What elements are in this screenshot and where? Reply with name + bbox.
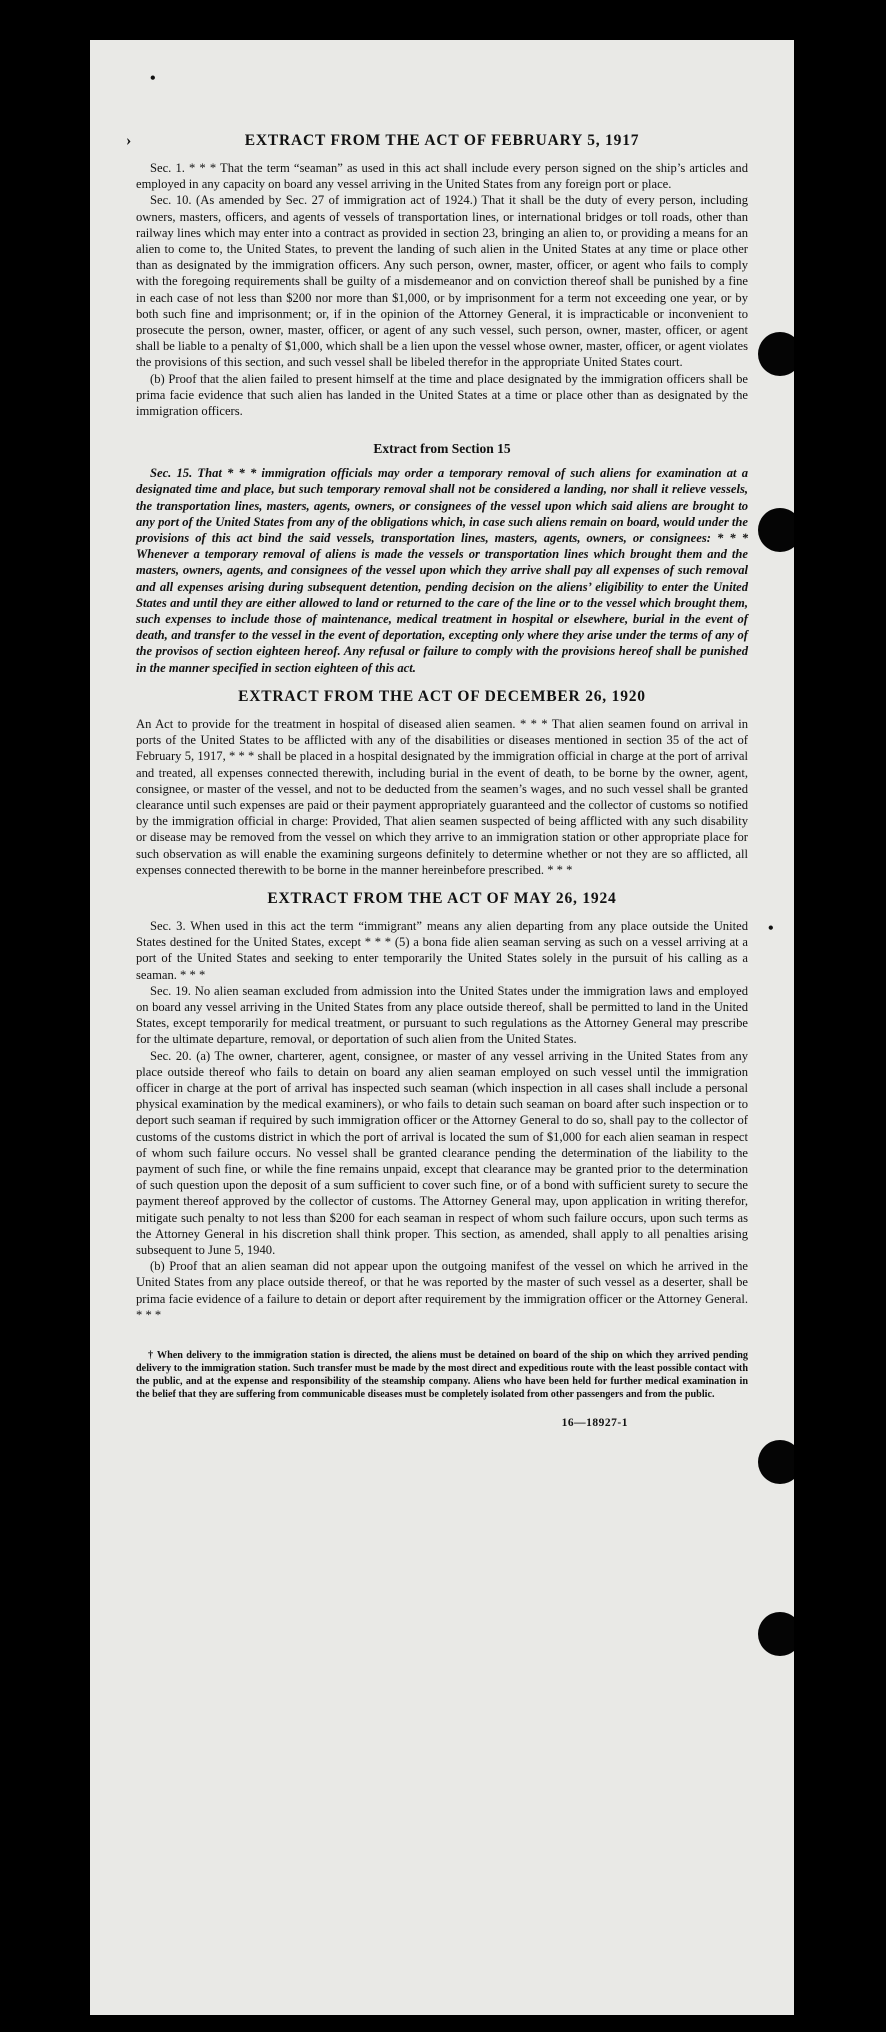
statute-paragraph: (b) Proof that an alien seaman did not appear upon the outgoing manifest of the vessel on which he arrived in the United States from any place outside thereof, or that he was reported by the master of such vessel as a deserter, shall be prima facie evidence of a failure to detain or deport after requirement by the immigration officer or the Attorney General. * * * — [136, 1259, 748, 1322]
footnote: † When delivery to the immigration station is directed, the aliens must be detained on board of the ship on which they arrived pending delivery to the immigration station. Such transfer must be made by the most direct and expeditious route with the least possible contact with the public, and at the expense and responsibility of the steamship company. Aliens who have been held for further medical examination in the belief that they are suffering from communicable diseases must be completely isolated from other passengers and from the public. — [136, 1350, 748, 1400]
statute-paragraph: An Act to provide for the treatment in hospital of diseased alien seamen. * * * That alien seamen found on arrival in ports of the United States to be afflicted with any of the disabilities or diseases mentioned in section 35 of the act of February 5, 1917, * * * shall be placed in a hospital designated by the immigration official in charge at the port of arrival and treated, all expenses connected therewith, including burial in the event of death, to be borne by the owner, agent, consignee, or master of the vessel, and not to be deducted from the seamen’s wages, and no such vessel shall be granted clearance until such expenses are paid or their payment appropriately guaranteed and the collector of customs so notified by the immigration official in charge: Provided, That alien seamen suspected of being afflicted with any such disability or disease may be removed from the vessel on which they arrive to an immigration station or other appropriate place for such observation as will enable the examining surgeons definitely to determine whether or not they are so afflicted, all expenses connected therewith to be borne in the manner hereinbefore prescribed. * * * — [136, 716, 748, 877]
punch-hole — [758, 508, 794, 552]
punch-hole — [758, 1612, 794, 1656]
section-heading: EXTRACT FROM THE ACT OF MAY 26, 1924 — [267, 889, 617, 907]
section-spacer — [136, 676, 748, 688]
statute-paragraph: Sec. 20. (a) The owner, charterer, agent, consignee, or master of any vessel arriving in the United States from any place outside thereof who fails to detain on board any alien seaman employed on such vessel until the immigration officer in charge at the port of arrival has inspected such seaman (which inspection in all cases shall include a personal physical examination by the medical examiners), or who fails to detain such seaman on board after such inspection or to deport such seaman if required by such immigration officer or the Attorney General to do so, shall pay to the collector of customs of the customs district in which the port of arrival is located the sum of $1,000 for each alien seaman in respect of whom such failure occurs. No vessel shall be granted clearance pending the determination of the liability to the payment of such fine, or while the fine remains unpaid, except that clearance may be granted prior to the determination of such question upon the deposit of a sum sufficient to cover such fine, or of a bond with sufficient surety to secure the payment thereof approved by the collector of customs. The Attorney General may, upon application in writing therefor, mitigate such penalty to not less than $200 for each seaman in respect of whom such failure occurs, upon such terms as the Attorney General in his discretion shall think proper. This section, as amended, shall apply to all penalties arising subsequent to June 5, 1940. — [136, 1048, 748, 1257]
punch-hole — [758, 1440, 794, 1484]
form-number: 16—18927-1 — [561, 1417, 628, 1429]
statute-paragraph: Sec. 1. * * * That the term “seaman” as used in this act shall include every person signed on the ship’s articles and employed in any capacity on board any vessel arriving in the United States from any foreign port or place. — [136, 161, 748, 192]
document-body — [136, 132, 748, 1429]
section-subheading: Extract from Section 15 — [373, 441, 511, 457]
section-spacer — [136, 419, 748, 431]
margin-mark: • — [150, 70, 156, 87]
statute-paragraph: Sec. 3. When used in this act the term “immigrant” means any alien departing from any place outside the United States destined for the United States, except * * * (5) a bona fide alien seaman serving as such on a vessel arriving at a port of the United States and seeking to enter temporarily the United States solely in the pursuit of his calling as a seaman. * * * — [136, 918, 748, 982]
statute-paragraph: (b) Proof that the alien failed to present himself at the time and place designated by the immigration officers shall be prima facie evidence that such alien has landed in the United States at a time or place other than as designated by the immigration officers. — [136, 371, 748, 419]
margin-mark: › — [126, 132, 132, 149]
statute-paragraph: Sec. 15. That * * * immigration officials may order a temporary removal of such aliens for examination at a designated time and place, but such temporary removal shall not be considered a landing, nor shall it relieve vessels, the transportation lines, masters, agents, owners, or consignees of the vessel upon which said aliens are brought to any port of the United States from any of the obligations which, in case such aliens remain on board, would under the provisions of this act bind the said vessels, transportation lines, masters, agents, owners, or consignees: * * * Whenever a temporary removal of aliens is made the vessels or transportation lines which brought them and the masters, owners, agents, and consignees of the vessel upon which they arrive shall pay all expenses of such removal and all expenses arising during subsequent detention, pending decision on the aliens’ eligibility to enter the United States and until they are either allowed to land or returned to the care of the line or to the vessel which brought them, such expenses to include those of maintenance, medical treatment in hospital or elsewhere, burial in the event of death, and transfer to the vessel in the event of deportation, excepting only where they arise under the terms of any of the provisos of section eighteen hereof. Any refusal or failure to comply with the provisions hereof shall be punished in the manner specified in section eighteen of this act. — [136, 466, 748, 675]
punch-hole — [758, 332, 794, 376]
document-page — [90, 40, 794, 2015]
section-spacer — [136, 878, 748, 890]
section-heading: EXTRACT FROM THE ACT OF FEBRUARY 5, 1917 — [244, 132, 640, 149]
section-spacer — [136, 1323, 748, 1335]
statute-paragraph: Sec. 10. (As amended by Sec. 27 of immigration act of 1924.) That it shall be the duty of every person, including owners, masters, officers, and agents of vessels of transportation lines, or international bridges or toll roads, other than railway lines which may enter into a contract as provided in section 23, bringing an alien to, or providing a means for an alien to come to, the United States, to prevent the landing of such alien in the United States at any time or place other than as designated by the immigration officers. Any such person, owner, master, officer, or agent who fails to comply with the foregoing requirements shall be guilty of a misdemeanor and on conviction thereof shall be punished by a fine in each case of not less than $200 nor more than $1,000, or by imprisonment for a term not exceeding one year, or by both such fine and imprisonment; or, if in the opinion of the Attorney General, it is impracticable or inconvenient to prosecute the person, owner, master, officer, or agent of any such vessel, such person, owner, master, officer, or agent shall be liable to a penalty of $1,000, which shall be a lien upon the vessel whose owner, master, officer, or agent violates the provisions of this section, and such vessel shall be libeled therefor in the appropriate United States court. — [136, 193, 748, 370]
section-heading: EXTRACT FROM THE ACT OF DECEMBER 26, 1920 — [238, 687, 646, 705]
statute-paragraph: Sec. 19. No alien seaman excluded from admission into the United States under the immigration laws and employed on board any vessel arriving in the United States from any place outside thereof, shall be permitted to land in the United States, except temporarily for medical treatment, or pursuant to such regulations as the Attorney General may prescribe for the ultimate departure, removal, or deportation of such alien from the United States. — [136, 983, 748, 1047]
margin-mark: • — [768, 920, 774, 937]
